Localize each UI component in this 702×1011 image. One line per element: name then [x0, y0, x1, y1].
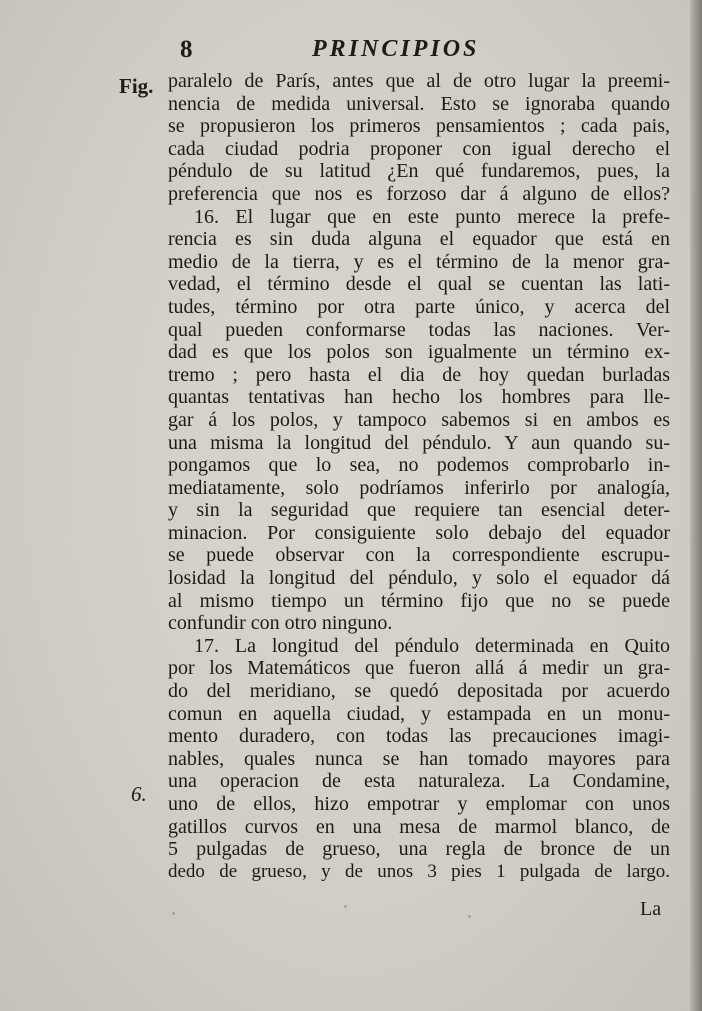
- text-line: cada ciudad podria proponer con igual derecho el: [168, 137, 670, 160]
- text-line: nables, quales nunca se han tomado mayores para: [168, 747, 670, 770]
- text-line: do del meridiano, se quedó depositada por acuerdo: [168, 680, 670, 703]
- text-line: minacion. Por consiguiente solo debajo del equador: [168, 521, 670, 544]
- text-line: rencia es sin duda alguna el equador que está en: [168, 228, 670, 251]
- running-title: PRINCIPIOS: [312, 36, 480, 62]
- page-edge-shadow: [690, 0, 702, 1011]
- text-line: gar á los polos, y tampoco sabemos si en ambos es: [168, 408, 670, 431]
- catchword: La: [640, 898, 662, 920]
- text-line: vedad, el término desde el qual se cuentan las lati-: [168, 273, 670, 296]
- text-line: comun en aquella ciudad, y estampada en un monu-: [168, 702, 670, 725]
- paper-speck: [344, 905, 347, 908]
- text-line: confundir con otro ninguno.: [168, 612, 393, 635]
- text-line: tremo ; pero hasta el dia de hoy quedan burladas: [168, 363, 670, 386]
- paragraph-17-start: 17. La longitud del péndulo determinada en Quito: [194, 634, 670, 657]
- text-line: preferencia que nos es forzoso dar á alguno de ellos?: [168, 182, 670, 205]
- margin-fig-label: Fig.: [119, 74, 154, 98]
- text-line: mento duradero, con todas las precauciones imagi-: [168, 725, 670, 748]
- text-line: pongamos que lo sea, no podemos comprobarlo in-: [168, 454, 670, 477]
- text-line: dedo de grueso, y de unos 3 pies 1 pulgada de largo.: [168, 860, 670, 882]
- text-line: qual pueden conformarse todas las naciones. Ver-: [168, 318, 670, 341]
- text-line: una misma la longitud del péndulo. Y aun quando su-: [168, 431, 670, 454]
- text-line: una operacion de esta naturaleza. La Condamine,: [168, 770, 670, 793]
- text-line: por los Matemáticos que fueron allá á medir un gra-: [168, 657, 670, 680]
- text-line: losidad la longitud del péndulo, y solo el equador dá: [168, 567, 670, 590]
- page-header: [0, 36, 702, 70]
- text-line: tudes, término por otra parte único, y acerca del: [168, 295, 670, 318]
- text-line: mediatamente, solo podríamos inferirlo por analogía,: [168, 476, 670, 499]
- text-line: se propusieron los primeros pensamientos ; cada pais,: [168, 115, 670, 138]
- body-text: [168, 70, 670, 883]
- text-line: dad es que los polos son igualmente un término ex-: [168, 341, 670, 364]
- text-line: se puede observar con la correspondiente escrupu-: [168, 544, 670, 567]
- text-line: quantas tentativas han hecho los hombres para lle-: [168, 386, 670, 409]
- text-line: medio de la tierra, y es el término de la menor gra-: [168, 250, 670, 273]
- page-number: 8: [180, 36, 193, 63]
- text-line: y sin la seguridad que requiere tan esencial deter-: [168, 499, 670, 522]
- margin-figure-number: 6.: [131, 782, 147, 806]
- paper-speck: [468, 915, 471, 918]
- text-line: gatillos curvos en una mesa de marmol blanco, de: [168, 815, 670, 838]
- text-line: uno de ellos, hizo empotrar y emplomar con unos: [168, 793, 670, 815]
- paper-speck: [172, 912, 175, 915]
- text-line: 5 pulgadas de grueso, una regla de bronce de un: [168, 838, 670, 861]
- text-line: péndulo de su latitud ¿En qué fundaremos, pues, la: [168, 160, 670, 183]
- text-line: nencia de medida universal. Esto se ignoraba quando: [168, 92, 670, 115]
- paragraph-16-start: 16. El lugar que en este punto merece la prefe-: [194, 205, 670, 228]
- text-line: al mismo tiempo un término fijo que no se puede: [168, 589, 670, 612]
- text-line: paralelo de París, antes que al de otro lugar la preemi-: [168, 70, 670, 92]
